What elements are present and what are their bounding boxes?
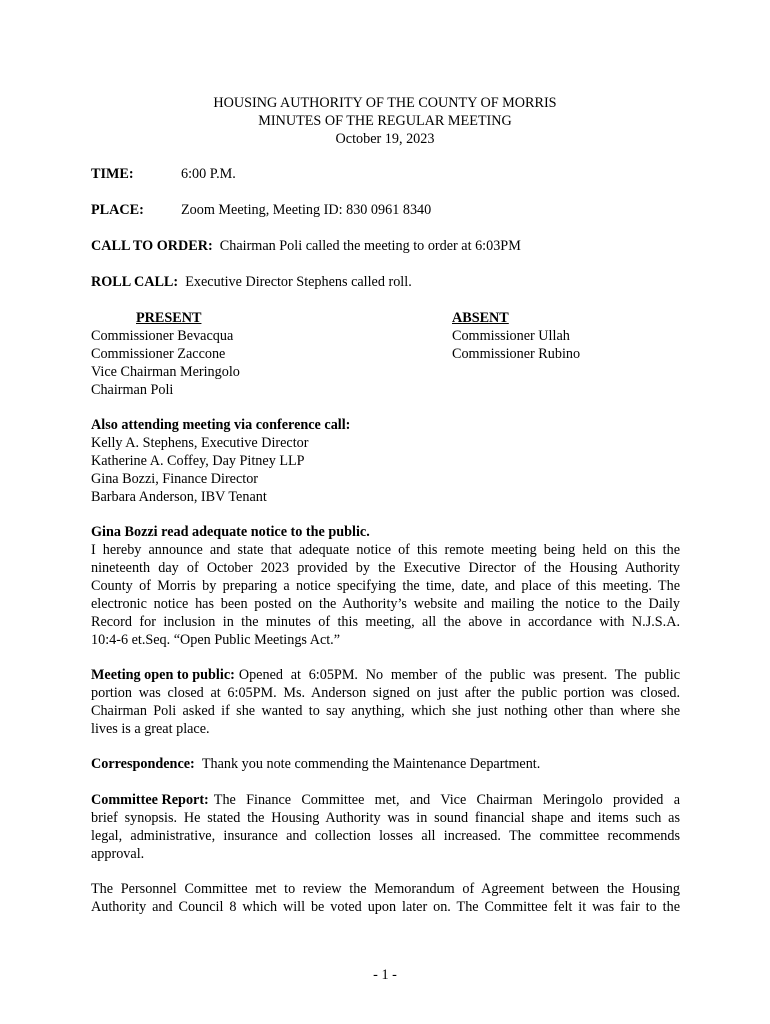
call-to-order-text: Chairman Poli called the meeting to order at 6:03PM: [219, 238, 521, 254]
present-name: Commissioner Zaccone: [91, 346, 226, 362]
public-first-line: [91, 666, 680, 684]
document-header: [0, 94, 770, 148]
notice-line: nineteenth day of October 2023 provided by the Executive Director of the Housing Authority: [91, 560, 680, 576]
also-attending-list: [91, 416, 350, 506]
committee-line: legal, administrative, insurance and collection losses all increased. The committee recommends: [91, 828, 680, 844]
authority-name: HOUSING AUTHORITY OF THE COUNTY OF MORRIS: [213, 95, 557, 111]
correspondence-label: Correspondence:: [91, 756, 195, 772]
time-label: TIME:: [91, 166, 134, 182]
absent-name: Commissioner Ullah: [452, 328, 570, 344]
committee-line: approval.: [91, 846, 145, 862]
committee-line: brief synopsis. He stated the Housing Authority was in sound financial shape and items such as: [91, 810, 680, 826]
present-name: Chairman Poli: [91, 382, 174, 398]
also-attending-heading: Also attending meeting via conference call:: [91, 417, 351, 433]
absent-name: Commissioner Rubino: [452, 346, 581, 362]
place-label: PLACE:: [91, 202, 144, 218]
public-notice-section: [91, 523, 680, 649]
place-value: Zoom Meeting, Meeting ID: 830 0961 8340: [181, 202, 432, 218]
absent-heading: ABSENT: [452, 310, 509, 326]
attendee-name: Kelly A. Stephens, Executive Director: [91, 435, 309, 451]
call-to-order-row: [91, 237, 682, 255]
personnel-line: Authority and Council 8 which will be voted upon later on. The Committee felt it was fair to the: [91, 899, 680, 915]
roll-call-label: ROLL CALL:: [91, 274, 179, 290]
committee-line: The Finance Committee met, and Vice Chairman Meringolo provided a: [213, 792, 680, 808]
page-number: - 1 -: [373, 967, 397, 983]
public-line: Chairman Poli asked if she wanted to say anything, which she just nothing other than where she: [91, 703, 680, 719]
time-value: 6:00 P.M.: [181, 166, 236, 182]
attendee-name: Gina Bozzi, Finance Director: [91, 471, 259, 487]
attendee-name: Katherine A. Coffey, Day Pitney LLP: [91, 453, 305, 469]
roll-call-text: Executive Director Stephens called roll.: [185, 274, 412, 290]
public-label: Meeting open to public:: [91, 667, 235, 683]
public-line: portion was closed at 6:05PM. Ms. Anderson signed on just after the public portion was closed.: [91, 685, 680, 701]
notice-line: Record for inclusion in the minutes of this meeting, all the above in accordance with N.J.S.A.: [91, 614, 680, 630]
present-heading: PRESENT: [136, 310, 202, 326]
present-list: [91, 309, 240, 399]
committee-first-line: [91, 791, 680, 809]
public-meeting-section: [91, 666, 680, 738]
present-name: Commissioner Bevacqua: [91, 328, 234, 344]
personnel-line: The Personnel Committee met to review the Memorandum of Agreement between the Housing: [91, 881, 680, 897]
roll-call-row: [91, 273, 682, 291]
committee-report-section: [91, 791, 680, 863]
public-line: Opened at 6:05PM. No member of the public was present. The public: [238, 667, 680, 683]
present-name: Vice Chairman Meringolo: [91, 364, 240, 380]
notice-line: I hereby announce and state that adequate notice of this remote meeting being held on this the: [91, 542, 680, 558]
personnel-section: [91, 880, 680, 916]
correspondence-row: [91, 755, 682, 773]
call-to-order-label: CALL TO ORDER:: [91, 238, 213, 254]
public-line: lives is a great place.: [91, 721, 210, 737]
notice-heading: Gina Bozzi read adequate notice to the public.: [91, 524, 370, 540]
minutes-title: MINUTES OF THE REGULAR MEETING: [258, 113, 512, 129]
meeting-date: October 19, 2023: [335, 131, 435, 147]
committee-label: Committee Report:: [91, 792, 209, 808]
correspondence-text: Thank you note commending the Maintenance Department.: [201, 756, 541, 772]
notice-line: electronic notice has been posted on the Authority’s website and mailing the notice to the Daily: [91, 596, 680, 612]
notice-line: County of Morris by preparing a notice specifying the time, date, and place of this meeting. The: [91, 578, 680, 594]
time-row: [91, 165, 682, 183]
place-row: [91, 201, 682, 219]
absent-list: [452, 309, 580, 363]
notice-line: 10:4-6 et.Seq. “Open Public Meetings Act.”: [91, 632, 341, 648]
attendee-name: Barbara Anderson, IBV Tenant: [91, 489, 267, 505]
